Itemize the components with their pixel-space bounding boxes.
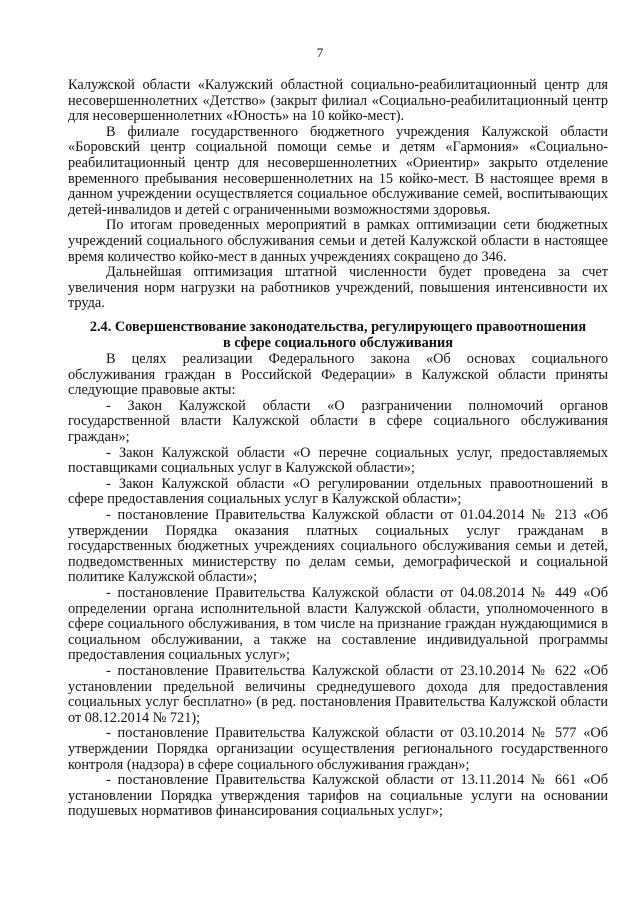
paragraph-staff-optimization: Дальнейшая оптимизация штатной численности будет проведена за счет увеличения норм нагрузки на работников учреждений, повышения интенсивности их труда.: [68, 264, 608, 312]
paragraph-legal-acts-intro: В целях реализации Федерального закона «Об основах социального обслуживания граждан в Российской Федерации» в Калужской области приняты следующие правовые акты:: [68, 351, 608, 399]
list-item-resolution-577: - постановление Правительства Калужской области от 03.10.2014 № 577 «Об утверждении Порядка организации осуществления регионального государственного контроля (надзора) в сфере социального обслуживания граждан»;: [68, 725, 608, 773]
section-heading-line-2: в сфере социального обслуживания: [223, 334, 453, 351]
section-heading-line-1: 2.4. Совершенствование законодательства, регулирующего правоотношения: [89, 318, 587, 335]
page-number: 7: [316, 45, 324, 60]
list-item-resolution-661: - постановление Правительства Калужской области от 13.11.2014 № 661 «Об установлении Порядка утверждения тарифов на социальные услуги на основании подушевых нормативов финансирования социальных услуг»;: [68, 772, 608, 820]
list-item-law-powers: - Закон Калужской области «О разграничении полномочий органов государственной власти Калужской области в сфере социального обслуживания граждан»;: [68, 397, 608, 446]
list-item-law-regulation: - Закон Калужской области «О регулировании отдельных правоотношений в сфере предоставления социальных услуг в Калужской области»;: [68, 475, 608, 508]
section-heading: [68, 320, 608, 351]
list-item-law-services-list: - Закон Калужской области «О перечне социальных услуг, предоставляемых поставщиками социальных услуг в Калужской области»;: [68, 444, 608, 477]
list-item-resolution-622: - постановление Правительства Калужской области от 23.10.2014 № 622 «Об установлении предельной величины среднедушевого дохода для предоставления социальных услуг бесплатно» (в ред. постановления Правительства Калужской области от 08.12.2014 № 721);: [68, 662, 608, 726]
paragraph-continuation: Калужской области «Калужский областной социально-реабилитационный центр для несовершеннолетних «Детство» (закрыт филиал «Социально-реабилитационный центр для несовершеннолетних «Юность» на 10 койко-мест).: [68, 77, 608, 125]
list-item-resolution-213: - постановление Правительства Калужской области от 01.04.2014 № 213 «Об утверждении Порядка оказания платных социальных услуг гражданам в государственных бюджетных учреждениях социального обслуживания семьи и детей, подведомственных министерству по делам семьи, демографической и социальной политике Калужской области»;: [68, 507, 608, 586]
list-item-resolution-449: - постановление Правительства Калужской области от 04.08.2014 № 449 «Об определении органа исполнительной власти Калужской области, уполномоченного в сфере социального обслуживания, в том числе на признание граждан нуждающимися в социальном обслуживании, а также на составление индивидуальной программы предоставления социальных услуг»;: [68, 585, 608, 664]
paragraph-orientir: В филиале государственного бюджетного учреждения Калужской области «Боровский центр социальной помощи семье и детям «Гармония» «Социально-реабилитационный центр для несовершеннолетних «Ориентир» закрыто отделение временного пребывания несовершеннолетних на 15 койко-мест. В настоящее время в данном учреждении осуществляется социальное обслуживание семей, воспитывающих детей-инвалидов и детей с ограниченными возможностями здоровья.: [68, 123, 608, 218]
page-content: [68, 78, 608, 820]
paragraph-optimization-results: По итогам проведенных мероприятий в рамках оптимизации сети бюджетных учреждений социального обслуживания семьи и детей Калужской области в настоящее время количество койко-мест в данных учреждениях сокращено до 346.: [68, 217, 608, 265]
